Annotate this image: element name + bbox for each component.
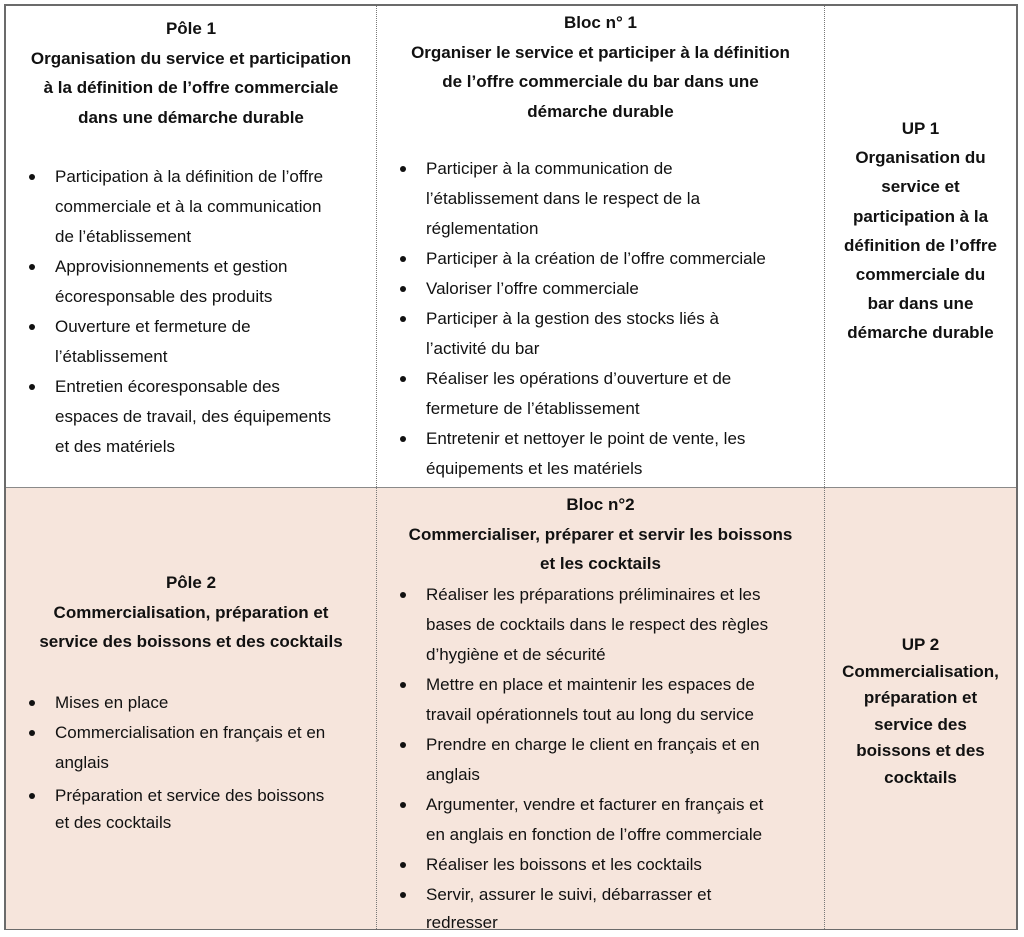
row-1: [6, 6, 1016, 487]
list-item: Argumenter, vendre et facturer en français et en anglais en fonction de l’offre commerciale: [383, 790, 823, 850]
title-line: cocktails: [884, 767, 957, 787]
title-line: commerciale du: [855, 265, 986, 285]
cell-bloc-2: [377, 488, 825, 932]
up-2-heading: UP 2: [901, 635, 940, 654]
reference-table: [4, 4, 1018, 930]
list-item: Préparation et service des boissons et des cocktails: [12, 781, 374, 838]
title-line: Commercialisation,: [842, 661, 999, 681]
pole-1-title: [6, 14, 376, 132]
pole-1-heading: Pôle 1: [165, 19, 217, 38]
bloc-1-heading: Bloc n° 1: [564, 13, 637, 32]
title-line: service et: [881, 177, 960, 197]
title-line: démarche durable: [847, 323, 994, 343]
up-1-title: [825, 114, 1016, 348]
list-item: Approvisionnements et gestion écoresponsable des produits: [12, 252, 374, 312]
title-line: démarche durable: [527, 101, 674, 121]
list-item: Réaliser les boissons et les cocktails: [383, 850, 823, 880]
cell-pole-2: [6, 488, 377, 929]
up-2-title: [825, 632, 1016, 792]
title-line: Commercialiser, préparer et servir les boissons: [408, 524, 793, 544]
bloc-2-list: [383, 580, 823, 936]
title-line: service des boissons et des cocktails: [39, 632, 343, 651]
title-line: Organiser le service et participer à la définition: [411, 42, 790, 62]
list-item: Entretien écoresponsable des espaces de travail, des équipements et des matériels: [12, 372, 374, 462]
bloc-2-title: [377, 490, 824, 579]
title-line: et les cocktails: [540, 554, 661, 573]
row-2: [6, 487, 1016, 932]
cell-up-2: [825, 488, 1016, 929]
list-item: Participation à la définition de l’offre commerciale et à la communication de l’établissement: [12, 162, 374, 252]
list-item: Servir, assurer le suivi, débarrasser et redresser: [383, 880, 823, 936]
list-item: Commercialisation en français et en anglais: [12, 718, 374, 778]
pole-2-heading: Pôle 2: [165, 573, 217, 592]
up-1-heading: UP 1: [901, 119, 940, 138]
title-line: Organisation du service et participation: [30, 48, 352, 68]
title-line: dans une démarche durable: [78, 107, 304, 127]
list-item: Mettre en place et maintenir les espaces de travail opérationnels tout au long du service: [383, 670, 823, 730]
pole-2-list: [12, 688, 374, 838]
title-line: à la définition de l’offre commerciale: [43, 78, 339, 97]
title-line: de l’offre commerciale du bar dans une: [442, 72, 759, 91]
pole-1-list: [12, 162, 374, 462]
list-item: Mises en place: [12, 688, 374, 718]
bloc-2-heading: Bloc n°2: [566, 495, 635, 514]
title-line: participation à la: [852, 206, 989, 226]
title-line: boissons et des: [856, 741, 985, 761]
title-line: Commercialisation, préparation et: [53, 602, 329, 622]
list-item: Entretenir et nettoyer le point de vente, les équipements et les matériels: [383, 424, 823, 484]
list-item: Participer à la création de l’offre commerciale: [383, 244, 823, 274]
list-item: Réaliser les opérations d’ouverture et de fermeture de l’établissement: [383, 364, 823, 424]
list-item: Participer à la gestion des stocks liés à l’activité du bar: [383, 304, 823, 364]
title-line: bar dans une: [867, 294, 974, 314]
cell-bloc-1: [377, 6, 825, 487]
title-line: préparation et: [863, 688, 978, 708]
list-item: Participer à la communication de l’établissement dans le respect de la réglementation: [383, 154, 823, 244]
title-line: Organisation du: [855, 148, 986, 168]
title-line: définition de l’offre: [844, 235, 997, 255]
list-item: Valoriser l’offre commerciale: [383, 274, 823, 304]
bloc-1-list: [383, 154, 823, 484]
cell-pole-1: [6, 6, 377, 487]
list-item: Ouverture et fermeture de l’établissement: [12, 312, 374, 372]
list-item: Réaliser les préparations préliminaires et les bases de cocktails dans le respect des règles d’hygiène et de sécurité: [383, 580, 823, 670]
bloc-1-title: [377, 8, 824, 126]
title-line: service des: [874, 714, 967, 734]
cell-up-1: [825, 6, 1016, 487]
pole-2-title: [6, 568, 376, 657]
list-item: Prendre en charge le client en français et en anglais: [383, 730, 823, 790]
